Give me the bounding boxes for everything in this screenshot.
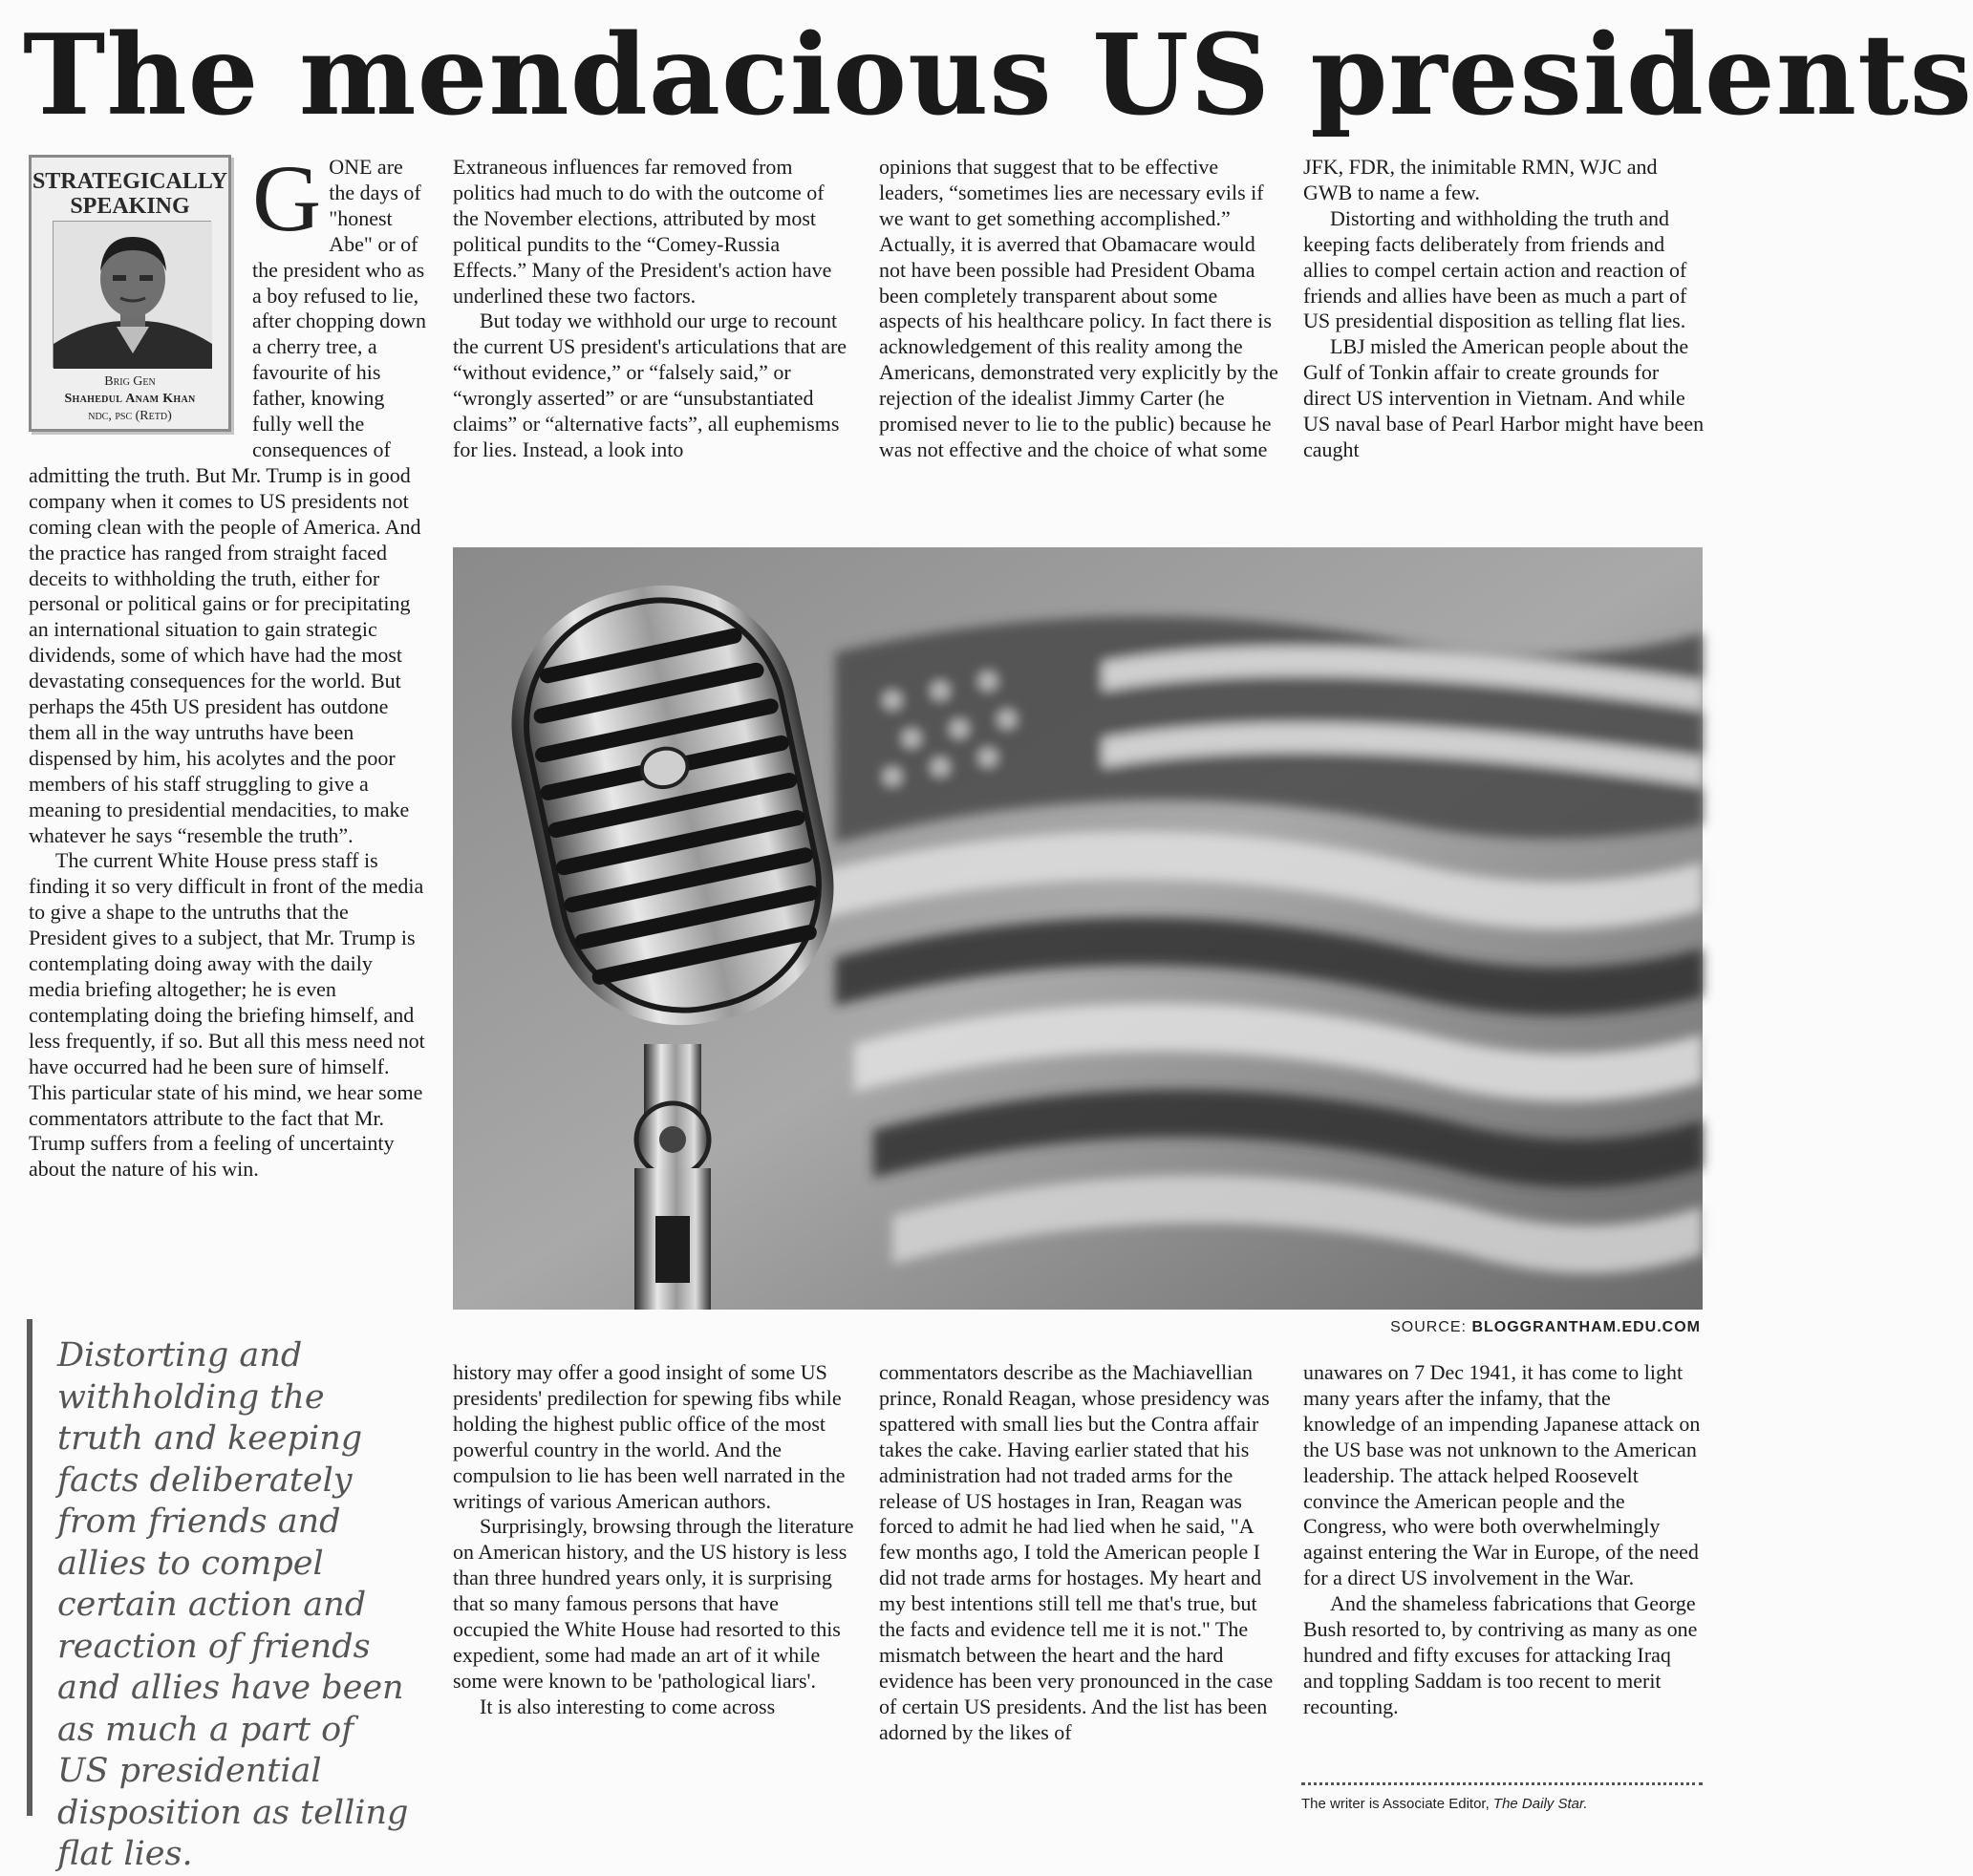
author-note-publication: The Daily Star.: [1492, 1796, 1588, 1812]
drop-cap: G: [252, 145, 322, 251]
col2-top-paragraph-1: Extraneous influences far removed from politics had much to do with the outcome of the November elections, attributed by most political pundits to the “Comey-Russia Effects.” Many of the President's action have underlined these two factors.: [453, 155, 832, 308]
col4-bottom-paragraph-2: And the shameless fabrications that George Bush resorted to, by contriving as many as one hundred and fifty excuses for attacking Iraq and toppling Saddam is too recent to merit recounting.: [1303, 1591, 1698, 1718]
photo-credit-label: SOURCE:: [1390, 1319, 1467, 1335]
col2-bottom-paragraph-3: It is also interesting to come across: [480, 1694, 776, 1718]
article-column-2-bottom: [453, 1360, 854, 1828]
col4-top-paragraph-2: Distorting and withholding the truth and keeping facts deliberately from friends and allies to compel certain action and reaction of friends and allies have been as much a part of US presidential disposition as telling flat lies.: [1303, 205, 1687, 333]
article-column-3-top: [879, 155, 1282, 525]
col3-top-paragraph-1: opinions that suggest that to be effective leaders, “sometimes lies are necessary evils if we want to get something accomplished.” Actually, it is averred that Obamacare would not have been possible had President Obama been completely transparent about some aspects of his healthcare policy. In fact there is acknowledgement of this reality among the Americans, demonstrated very explicitly by the rejection of the idealist Jimmy Carter (he promised never to lie to the public) because he was not effective and the choice of what some: [879, 155, 1278, 461]
col4-top-paragraph-1: JFK, FDR, the inimitable RMN, WJC and GWB to name a few.: [1303, 155, 1658, 204]
col4-top-paragraph-3: LBJ misled the American people about the Gulf of Tonkin affair to create grounds for direct US intervention in Vietnam. And while US naval base of Pearl Harbor might have been caught: [1303, 334, 1705, 461]
col2-top-paragraph-2: But today we withhold our urge to recount the current US president's articulations that are “without evidence,” or “falsely said,” or “wrongly asserted” or are “unsubstantiated claims” or “alternative facts”, all euphemisms for lies. Instead, a look into: [453, 309, 847, 461]
author-note: [1301, 1796, 1703, 1813]
pullquote-rule: [27, 1319, 32, 1816]
author-photo: [53, 221, 211, 368]
pullquote: Distorting and withholding the truth and keeping facts deliberately from friends and allies to compel certain action and reaction of friends and allies have been as much a part of US presidential disposition as telling flat lies.: [57, 1336, 409, 1873]
photo-credit-source: BLOGGRANTHAM.EDU.COM: [1471, 1319, 1701, 1335]
article-column-4-bottom: [1303, 1360, 1705, 1780]
article-column-2-top: [453, 155, 854, 525]
col1-paragraph-2: The current White House press staff is finding it so very difficult in front of the media to give a shape to the untruths that the President gives to a subject, that Mr. Trump is contemplating doing away with the daily media briefing altogether; he is even contemplating doing the briefing himself, and less frequently, if so. But all this mess need not have occurred had he been sure of himself. This particular state of his mind, we hear some commentators attribute to the fact that Mr. Trump suffers from a feeling of uncertainty about the nature of his win.: [29, 848, 425, 1182]
col3-bottom-paragraph-1: commentators describe as the Machiavellian prince, Ronald Reagan, whose presidency was spattered with small lies but the Contra affair takes the cake. Having earlier stated that his administration had not traded arms for the release of US hostages in Iran, Reagan was forced to admit he had lied when he said, "A few months ago, I told the American people I did not trade arms for hostages. My heart and my best intentions still tell me that's true, but the facts and evidence tell me it is not." The mismatch between the heart and the hard evidence has been very pronounced in the case of certain US presidents. And the list has been adorned by the likes of: [879, 1360, 1274, 1744]
author-rank: Brig Gen: [104, 374, 156, 389]
column-name: STRATEGICALLY SPEAKING: [32, 169, 228, 219]
byline-box: [29, 155, 231, 432]
microphone-flag-photo: [453, 547, 1703, 1310]
footer-rule: [1301, 1782, 1703, 1785]
col2-bottom-paragraph-2: Surprisingly, browsing through the literature on American history, and the US history is less than three hundred years only, it is surprising that so many famous persons that have occupied the White House had resorted to this expedient, some had made an art of it while some were known to be 'pathological liars'.: [453, 1514, 854, 1693]
author-note-prefix: The writer is Associate Editor,: [1301, 1796, 1490, 1812]
col4-bottom-paragraph-1: unawares on 7 Dec 1941, it has come to light many years after the infamy, that the knowledge of an impending Japanese attack on the US base was not unknown to the American leadership. The attack helped Roosevelt convince the American people and the Congress, who were both overwhelmingly against entering the War in Europe, of the need for a direct US involvement in the War.: [1303, 1360, 1701, 1590]
author-credentials: ndc, psc (Retd): [88, 409, 172, 423]
author-name: [32, 373, 228, 425]
headline: The mendacious US presidents: [23, 11, 1973, 140]
article-column-4-top: [1303, 155, 1705, 525]
photo-credit: [1390, 1319, 1701, 1336]
col2-bottom-paragraph-1: history may offer a good insight of some US presidents' predilection for spewing fibs while holding the highest public office of the most powerful country in the world. And the compulsion to lie has been well narrated in the writings of various American authors.: [453, 1360, 846, 1513]
article-column-3-bottom: [879, 1360, 1282, 1828]
col1-paragraph-1: ONE are the days of "honest Abe" or of the president who as a boy refused to lie, after chopping down a cherry tree, a favourite of his father, knowing fully well the consequences of admitting the truth. But Mr. Trump is in good company when it comes to US presidents not coming clean with the people of America. And the practice has ranged from straight faced deceits to withholding the truth, either for personal or political gains or for precipitating an international situation to gain strategic dividends, some of which have had the most devastating consequences for the world. But perhaps the 45th US president has outdone them all in the way untruths have been dispensed by him, his acolytes and the poor members of his staff struggling to give a meaning to presidential mendacities, to make whatever he says “resemble the truth”.: [29, 155, 427, 847]
author-fullname: Shahedul Anam Khan: [64, 392, 196, 406]
